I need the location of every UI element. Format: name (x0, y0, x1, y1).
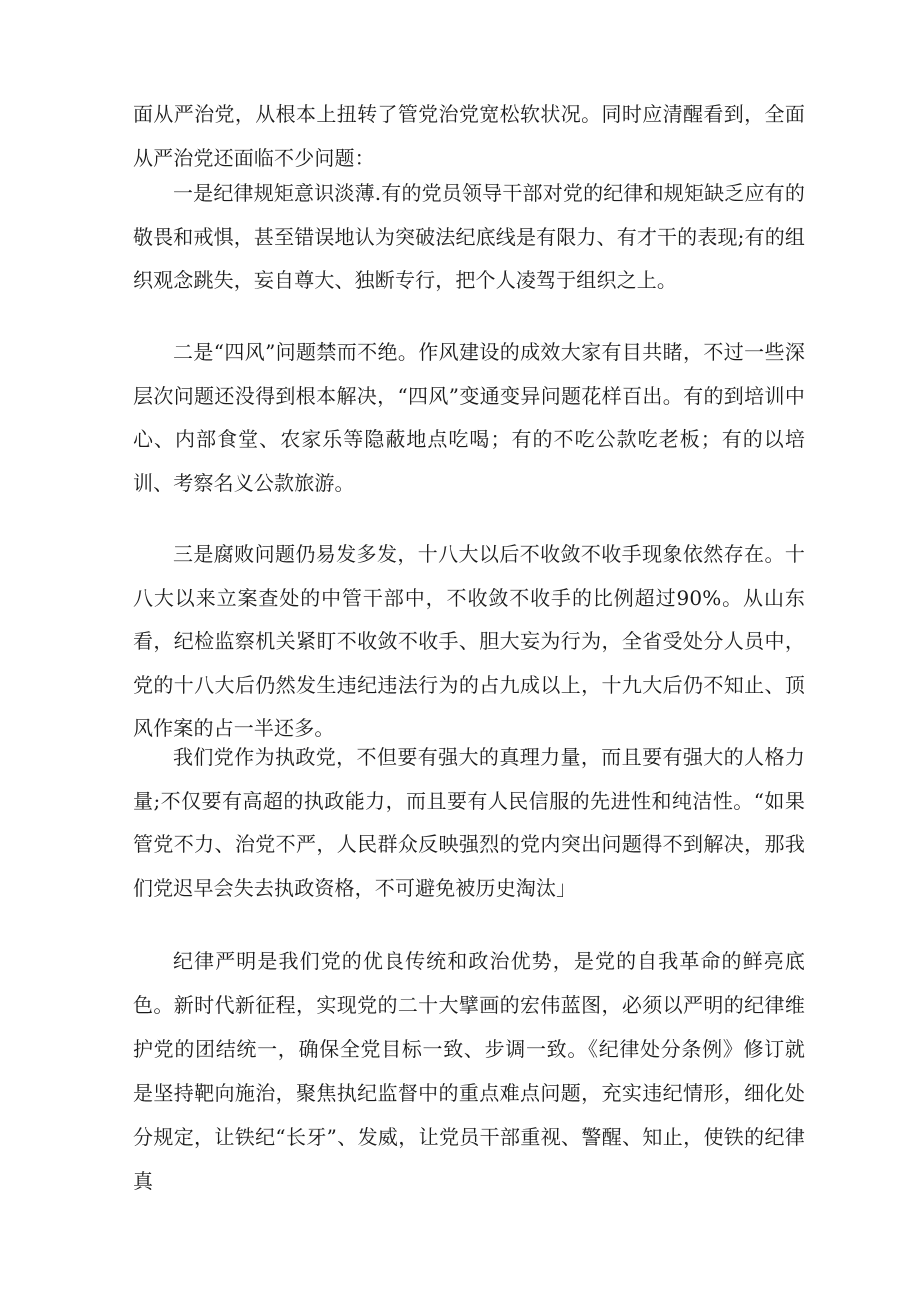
paragraph-continuation: 面从严治党，从根本上扭转了管党治党宽松软状况。同时应清醒看到，全面从严治党还面临不少问题： (133, 102, 805, 170)
paragraph-discipline: 纪律严明是我们党的优良传统和政治优势，是党的自我革命的鲜亮底色。新时代新征程，实现党的二十大擘画的宏伟蓝图，必须以严明的纪律维护党的团结统一，确保全党目标一致、步调一致。《纪律处分条例》修订就是坚持靶向施治，聚焦执纪监督中的重点难点问题，充实违纪情形，细化处分规定，让铁纪“长牙”、发威，让党员干部重视、警醒、知止，使铁的纪律真 (133, 949, 805, 1193)
paragraph-point-one: 一是纪律规矩意识淡薄.有的党员领导干部对党的纪律和规矩缺乏应有的敬畏和戒惧，甚至错误地认为突破法纪底线是有限力、有才干的表现;有的组织观念跳失，妄自尊大、独断专行，把个人凌驾于组织之上。 (133, 181, 805, 292)
paragraph-point-two: 二是“四风”问题禁而不绝。作风建设的成效大家有目共睹，不过一些深层次问题还没得到根本解决，“四风”变通变异问题花样百出。有的到培训中心、内部食堂、农家乐等隐蔽地点吃喝；有的不吃公款吃老板；有的以培训、考察名义公款旅游。 (133, 340, 805, 495)
paragraph-ruling-party: 我们党作为执政党，不但要有强大的真理力量，而且要有强大的人格力量;不仅要有高超的执政能力，而且要有人民信服的先进性和纯洁性。“如果管党不力、治党不严，人民群众反映强烈的党内突出问题得不到解决，那我们党迟早会失去执政资格，不可避免被历史淘汰」 (133, 745, 805, 900)
paragraph-point-three: 三是腐败问题仍易发多发，十八大以后不收敛不收手现象依然存在。十八大以来立案查处的中管干部中，不收敛不收手的比例超过90%。从山东看，纪检监察机关紧盯不收敛不收手、胆大妄为行为，全省受处分人员中，党的十八大后仍然发生违纪违法行为的占九成以上，十九大后仍不知止、顶风作案的占一半还多。 (133, 542, 805, 740)
